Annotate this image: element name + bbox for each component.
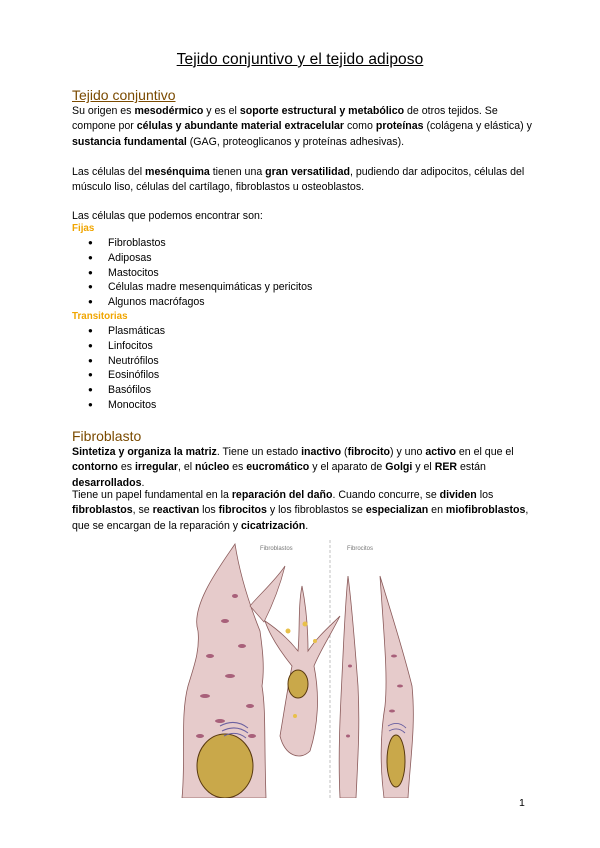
text-run: Las células del [72, 166, 146, 178]
bold-run: irregular [134, 461, 178, 474]
bold-run: Sintetiza y organiza la matriz [72, 446, 217, 458]
paragraph-reparacion [72, 488, 532, 534]
list-transitorias [88, 324, 165, 413]
bold-run: reparación del daño [231, 489, 333, 501]
list-item: ● Basófilos [88, 383, 165, 398]
page-number: 1 [519, 797, 525, 809]
text-run: los [476, 489, 494, 501]
text-run: de otros tejidos. Se compone por [72, 105, 498, 133]
page-title: Tejido conjuntivo y el tejido adiposo [176, 51, 424, 68]
list-item: ● Neutrófilos [88, 354, 165, 369]
bold-run: proteínas [375, 120, 424, 133]
list-fijas [88, 236, 312, 310]
bold-run: RER [434, 461, 458, 474]
text-run: en [428, 504, 446, 517]
bold-run: reactivan [152, 504, 200, 517]
bold-run: fibrocitos [218, 504, 267, 517]
label-fijas: Fijas [72, 223, 95, 234]
bold-run: miofibroblastos [445, 504, 526, 517]
paragraph-origen [72, 104, 532, 150]
text-run: (colágena y elástica) y [423, 120, 532, 133]
text-run: es [229, 461, 247, 474]
text-run: los [199, 504, 219, 517]
fibroblast-nucleus [197, 734, 253, 798]
text-run: . Tiene un estado [216, 446, 302, 458]
text-run: . [141, 476, 145, 489]
figure-label-fibroblastos: Fibroblastos [260, 546, 293, 552]
text-run: , pudiendo dar adipocitos, células del músculo liso, células del cartílago, fibroblastos u osteoblastos. [72, 166, 525, 194]
list-item: ● Mastocitos [88, 266, 312, 281]
fibrocyte-thin-cell [339, 576, 359, 798]
bold-run: fibrocito [347, 446, 390, 458]
list-item: ● Algunos macrófagos [88, 295, 312, 310]
stellate-nucleus [288, 670, 308, 698]
text-run: y el aparato de [309, 461, 386, 474]
section-heading-fibroblasto: Fibroblasto [72, 428, 142, 444]
bold-run: activo [425, 446, 456, 458]
label-transitorias: Transitorias [72, 311, 128, 322]
bold-run: dividen [439, 489, 477, 501]
list-item: ● Monocitos [88, 398, 165, 413]
bold-run: especializan [365, 504, 429, 517]
bold-run: contorno [72, 461, 118, 474]
bold-run: gran versatilidad [265, 166, 350, 178]
text-run: es [117, 461, 135, 474]
list-item: ● Linfocitos [88, 339, 165, 354]
text-run: como [344, 120, 376, 133]
list-item: ● Plasmáticas [88, 324, 165, 339]
bold-run: células y abundante material extracelular [136, 120, 345, 133]
fibrocyte-nucleus [387, 735, 405, 787]
text-run: , que se encargan de la reparación y [72, 504, 529, 532]
section-heading-tejido-conjuntivo: Tejido conjuntivo [72, 87, 176, 103]
list-item: ● Células madre mesenquimáticas y pericitos [88, 280, 312, 295]
fibroblast-fibrocyte-illustration [180, 536, 420, 798]
text-run: ( [341, 446, 348, 458]
text-run: . Cuando concurre, se [332, 489, 440, 501]
bold-run: eucromático [246, 461, 310, 474]
text-run: y los fibroblastos se [266, 504, 366, 517]
list-item: ● Adiposas [88, 251, 312, 266]
text-run: (GAG, proteoglicanos y proteínas adhesivas). [186, 135, 405, 148]
text-run: y es el [203, 105, 240, 117]
bold-run: soporte estructural y metabólico [239, 105, 405, 117]
bold-run: mesénquima [145, 166, 210, 178]
bold-run: inactivo [301, 446, 342, 458]
list-item: ● Eosinófilos [88, 368, 165, 383]
text-run: en el que el [455, 446, 514, 458]
paragraph-celulas-intro: Las células que podemos encontrar son: [72, 210, 263, 222]
text-run: , el [177, 461, 196, 474]
bold-run: Golgi [385, 461, 413, 474]
text-run: Tiene un papel fundamental en la [72, 489, 232, 501]
cell-drawing [180, 536, 420, 798]
bold-run: fibroblastos [72, 504, 133, 517]
figure-label-fibrocitos: Fibrocitos [347, 546, 374, 552]
text-run: . [305, 519, 309, 532]
list-item: ● Fibroblastos [88, 236, 312, 251]
paragraph-mesenquima [72, 165, 532, 196]
paragraph-sintetiza [72, 445, 532, 491]
text-run: Su origen es [72, 105, 135, 117]
text-run: tienen una [209, 166, 266, 178]
bold-run: cicatrización [241, 519, 306, 532]
bold-run: mesodérmico [134, 105, 204, 117]
bold-run: núcleo [195, 461, 230, 474]
bold-run: sustancia fundamental [72, 135, 187, 148]
text-run: ) y uno [389, 446, 426, 458]
bold-run: desarrollados [72, 476, 142, 489]
fibroblast-branch [250, 566, 285, 622]
text-run: y el [412, 461, 435, 474]
text-run: , se [132, 504, 153, 517]
text-run: están [457, 461, 486, 474]
